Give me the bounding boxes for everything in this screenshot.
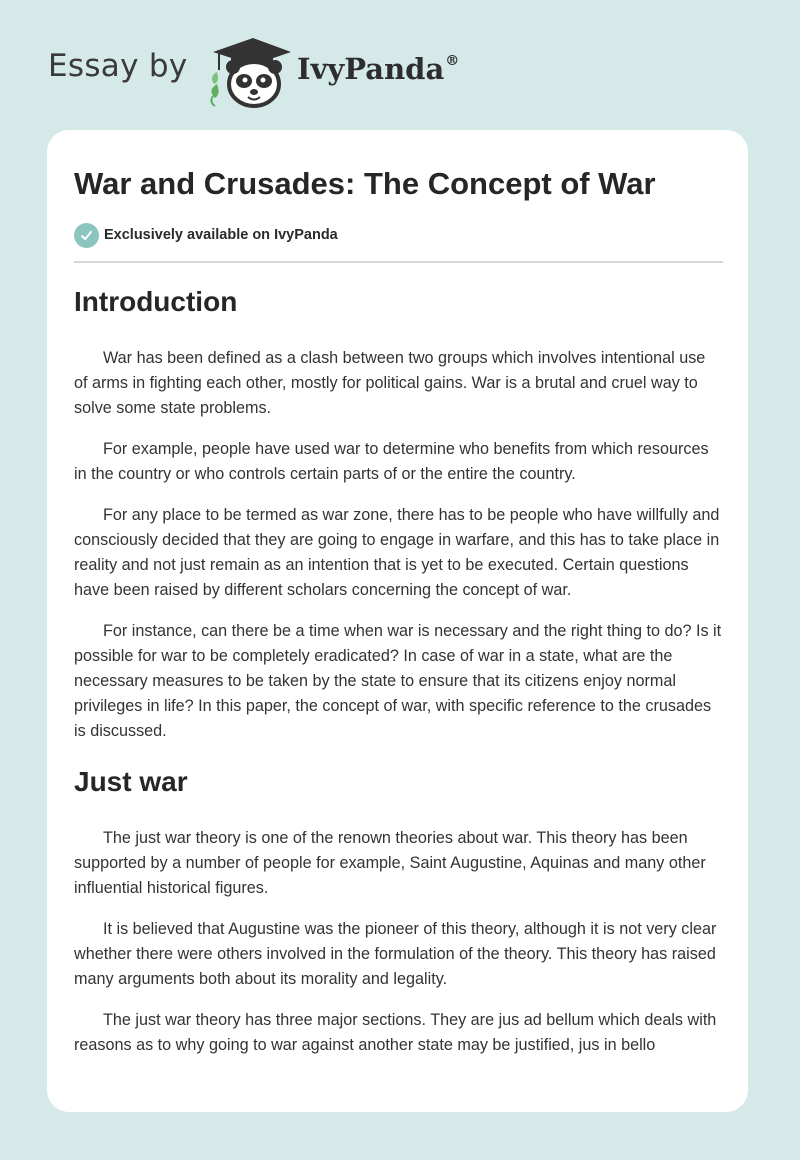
divider	[74, 261, 723, 263]
panda-logo-icon	[203, 34, 293, 110]
paragraph: For example, people have used war to determine who benefits from which resources in the country or who controls certain parts of or the entire the country.	[74, 440, 709, 483]
check-circle-icon	[74, 223, 99, 248]
paragraph: For instance, can there be a time when war is necessary and the right thing to do? Is it possible for war to be completely eradicated? In case of war in a state, what are the necessary measures to be taken by the state to ensure that its citizens enjoy normal privileges in life? In this paper, the concept of war, with specific reference to the crusades is discussed.	[74, 622, 722, 740]
site-header	[48, 34, 548, 114]
paragraph: The just war theory is one of the renown theories about war. This theory has been supported by a number of people for example, Saint Augustine, Aquinas and many other influential historical figures.	[74, 829, 706, 897]
essay-by-label: Essay by	[48, 48, 188, 84]
section-heading: Just war	[74, 766, 188, 797]
brand-name: IvyPanda®	[297, 52, 460, 86]
paragraph: The just war theory has three major sections. They are jus ad bellum which deals with reasons as to why going to war against another state may be justified, jus in bello	[74, 1011, 717, 1054]
essay-card	[47, 130, 748, 1112]
section-heading: Introduction	[74, 286, 238, 317]
page-title: War and Crusades: The Concept of War	[74, 166, 656, 201]
exclusive-label: Exclusively available on IvyPanda	[104, 227, 338, 243]
essay-body	[74, 280, 723, 1074]
exclusive-badge	[74, 222, 338, 248]
paragraph: It is believed that Augustine was the pioneer of this theory, although it is not very clear whether there were others involved in the formulation of the theory. This theory has raised many arguments both about its morality and legality.	[74, 920, 717, 988]
paragraph: War has been defined as a clash between two groups which involves intentional use of arms in fighting each other, mostly for political gains. War is a brutal and cruel way to solve some state problems.	[74, 349, 706, 417]
paragraph: For any place to be termed as war zone, there has to be people who have willfully and consciously decided that they are going to engage in warfare, and this has to take place in reality and not just remain as an intention that is yet to be executed. Certain questions have been raised by different scholars concerning the concept of war.	[74, 506, 720, 599]
